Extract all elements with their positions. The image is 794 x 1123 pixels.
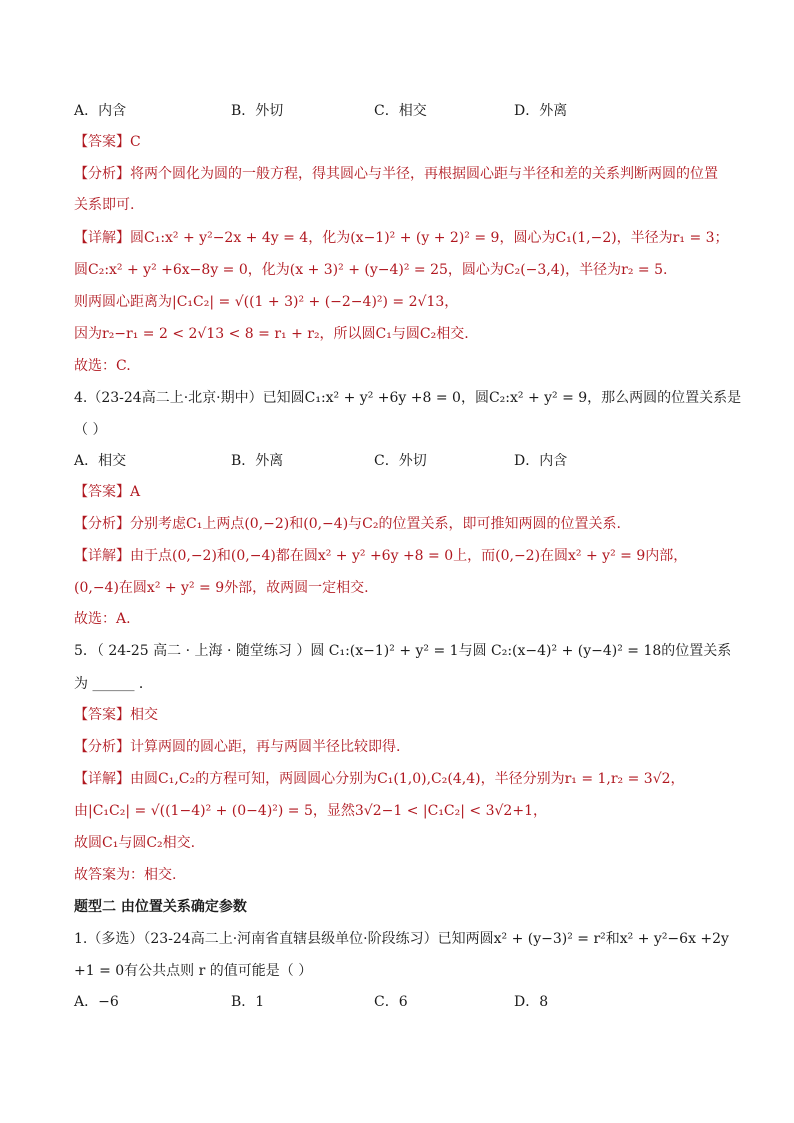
q5-final-line: 故答案为：相交. [74, 867, 177, 883]
q3-choice-d: D．外离 [514, 103, 568, 119]
q3-analysis-line-1 [74, 164, 734, 184]
analysis-tag: 【分析】 [74, 166, 130, 182]
q6-stem-line-1: 1.（多选）（23-24高二上·河南省直辖县级单位·阶段练习）已知两圆x² + (y−3)² = r²和x² + y²−6x +2y [74, 931, 729, 947]
q6-choice-c: C．6 [374, 994, 408, 1010]
q5-answer-line [74, 705, 734, 725]
answer-tag: 【答案】 [74, 707, 130, 723]
q6-choices [74, 992, 734, 1012]
q3-analysis-line-2: 关系即可. [74, 197, 135, 213]
analysis-tag: 【分析】 [74, 739, 130, 755]
q5-stem-line-2: 为 ______ ． [74, 676, 153, 692]
q4-stem-line-2: （ ） [74, 422, 107, 438]
q4-answer-line [74, 482, 734, 502]
detail-tag: 【详解】 [74, 230, 130, 246]
q4-choice-d: D．内含 [514, 453, 568, 469]
q3-detail-line-3: 则两圆心距离为|C₁C₂| = √((1 + 3)² + (−2−4)²) = 2√13， [74, 294, 459, 310]
q4-choose-line: 故选：A. [74, 611, 131, 627]
detail-tag: 【详解】 [74, 548, 130, 564]
answer-tag: 【答案】 [74, 134, 130, 150]
q4-choice-c: C．外切 [374, 453, 427, 469]
q3-answer-line [74, 132, 734, 152]
q3-choose-line: 故选：C. [74, 358, 131, 374]
section-title: 题型二 由位置关系确定参数 [74, 899, 247, 915]
q6-stem-line-2: +1 = 0有公共点则 r 的值可能是（ ） [74, 963, 313, 979]
q4-analysis-line-1 [74, 514, 734, 534]
answer-value: A [130, 484, 141, 500]
q4-detail-line-1 [74, 546, 734, 566]
detail-text: 由于点(0,−2)和(0,−4)都在圆x² + y² +6y +8 = 0上，而(0,−2)在圆x² + y² = 9内部， [130, 548, 688, 564]
detail-text: 圆C₁:x² + y²−2x + 4y = 4，化为(x−1)² + (y + 2)² = 9，圆心为C₁(1,−2)，半径为r₁ = 3； [130, 230, 729, 246]
q4-choices [74, 451, 734, 471]
q5-detail-line-1 [74, 769, 734, 789]
analysis-text: 计算两圆的圆心距，再与两圆半径比较即得. [130, 739, 401, 755]
q4-choice-a: A．相交 [74, 453, 127, 469]
q4-choice-b: B．外离 [231, 453, 284, 469]
q3-choice-c: C．相交 [374, 103, 427, 119]
answer-value: C [130, 134, 141, 150]
answer-value: 相交 [130, 707, 158, 723]
q3-choice-a: A．内含 [74, 103, 127, 119]
analysis-text: 将两个圆化为圆的一般方程，得其圆心与半径，再根据圆心距与半径和差的关系判断两圆的位置 [130, 166, 718, 182]
q3-choice-b: B．外切 [231, 103, 284, 119]
q5-analysis-line-1 [74, 737, 734, 757]
q3-detail-line-2: 圆C₂:x² + y² +6x−8y = 0，化为(x + 3)² + (y−4)² = 25，圆心为C₂(−3,4)，半径为r₂ = 5. [74, 262, 668, 278]
detail-text: 由圆C₁,C₂的方程可知，两圆圆心分别为C₁(1,0),C₂(4,4)，半径分别为r₁ = 1,r₂ = 3√2， [130, 771, 685, 787]
q4-stem-line-1: 4.（23-24高二上·北京·期中）已知圆C₁:x² + y² +6y +8 = 0，圆C₂:x² + y² = 9，那么两圆的位置关系是 [74, 390, 742, 406]
q3-choices [74, 101, 734, 121]
answer-tag: 【答案】 [74, 484, 130, 500]
analysis-text: 分别考虑C₁上两点(0,−2)和(0,−4)与C₂的位置关系，即可推知两圆的位置关系. [130, 516, 621, 532]
q3-detail-line-4: 因为r₂−r₁ = 2 < 2√13 < 8 = r₁ + r₂，所以圆C₁与圆C₂相交. [74, 326, 469, 342]
q3-detail-line-1 [74, 228, 734, 248]
q6-choice-b: B．1 [231, 994, 265, 1010]
q5-detail-line-3: 故圆C₁与圆C₂相交. [74, 835, 196, 851]
q6-choice-a: A．−6 [74, 994, 119, 1010]
q4-detail-line-2: (0,−4)在圆x² + y² = 9外部，故两圆一定相交. [74, 580, 369, 596]
q5-stem-line-1: 5．（ 24-25 高二 · 上海 · 随堂练习 ）圆 C₁:(x−1)² + y² = 1与圆 C₂:(x−4)² + (y−4)² = 18的位置关系 [74, 643, 732, 659]
q6-choice-d: D．8 [514, 994, 549, 1010]
q5-detail-line-2: 由|C₁C₂| = √((1−4)² + (0−4)²) = 5，显然3√2−1 < |C₁C₂| < 3√2+1， [74, 803, 547, 819]
analysis-tag: 【分析】 [74, 516, 130, 532]
detail-tag: 【详解】 [74, 771, 130, 787]
